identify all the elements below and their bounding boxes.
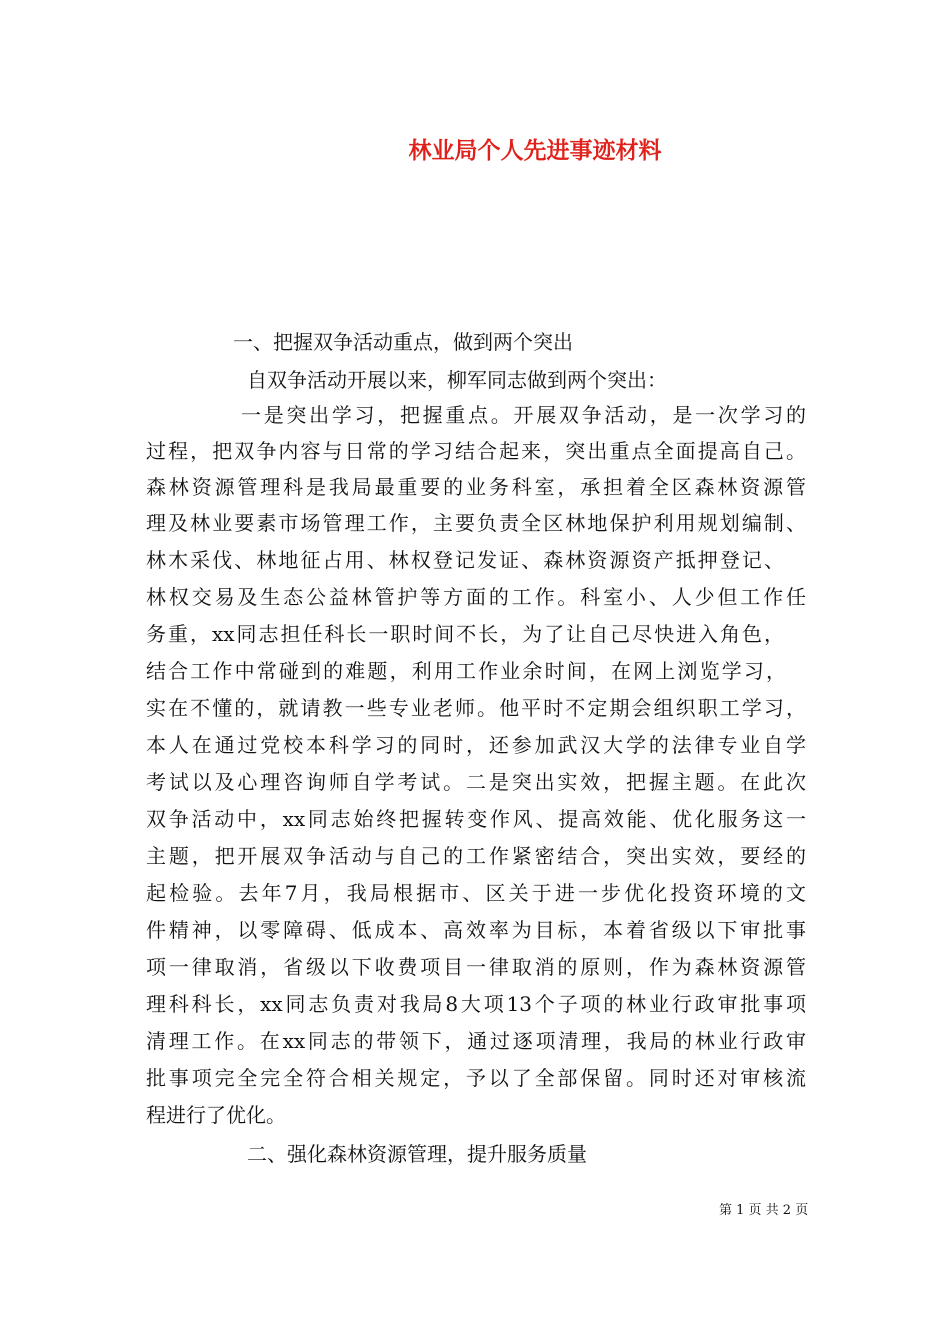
paragraph-line: 双争活动中，xx同志始终把握转变作风、提高效能、优化服务这一 bbox=[146, 807, 806, 831]
paragraph-line: 清理工作。在xx同志的带领下，通过逐项清理，我局的林业行政审 bbox=[146, 1029, 806, 1053]
paragraph-line: 理及林业要素市场管理工作，主要负责全区林地保护利用规划编制、 bbox=[146, 511, 806, 535]
paragraph-line: 考试以及心理咨询师自学考试。二是突出实效，把握主题。在此次 bbox=[146, 770, 806, 794]
paragraph-line: 主题，把开展双争活动与自己的工作紧密结合，突出实效，要经的 bbox=[146, 844, 806, 868]
page-number-footer: 第 1 页 共 2 页 bbox=[719, 1203, 809, 1218]
paragraph-line: 林权交易及生态公益林管护等方面的工作。科室小、人少但工作任 bbox=[146, 585, 806, 609]
paragraph-line: 一是突出学习，把握重点。开展双争活动，是一次学习的 bbox=[241, 403, 806, 427]
paragraph-line: 程进行了优化。 bbox=[146, 1103, 286, 1127]
section-heading-1: 一、把握双争活动重点，做到两个突出 bbox=[233, 330, 573, 354]
paragraph-line: 务重，xx同志担任科长一职时间不长，为了让自己尽快进入角色， bbox=[146, 622, 784, 646]
paragraph-line: 理科科长，xx同志负责对我局8大项13个子项的林业行政审批事项 bbox=[146, 992, 806, 1016]
paragraph-line: 起检验。去年7月，我局根据市、区关于进一步优化投资环境的文 bbox=[146, 881, 806, 905]
paragraph-line: 项一律取消，省级以下收费项目一律取消的原则，作为森林资源管 bbox=[146, 955, 806, 979]
paragraph-line: 森林资源管理科是我局最重要的业务科室，承担着全区森林资源管 bbox=[146, 475, 806, 499]
paragraph-line: 过程，把双争内容与日常的学习结合起来，突出重点全面提高自己。 bbox=[146, 439, 806, 463]
paragraph-line: 实在不懂的，就请教一些专业老师。他平时不定期会组织职工学习， bbox=[146, 696, 806, 720]
paragraph-line: 结合工作中常碰到的难题，利用工作业余时间，在网上浏览学习， bbox=[146, 659, 786, 683]
paragraph-line: 林木采伐、林地征占用、林权登记发证、森林资源资产抵押登记、 bbox=[146, 548, 784, 572]
paragraph-line: 批事项完全完全符合相关规定，予以了全部保留。同时还对审核流 bbox=[146, 1066, 806, 1090]
section-heading-2: 二、强化森林资源管理，提升服务质量 bbox=[247, 1142, 587, 1166]
paragraph-line: 件精神，以零障碍、低成本、高效率为目标，本着省级以下审批事 bbox=[146, 918, 806, 942]
paragraph-line: 自双争活动开展以来，柳军同志做到两个突出： bbox=[247, 368, 667, 392]
document-title: 林业局个人先进事迹材料 bbox=[408, 137, 662, 164]
paragraph-line: 本人在通过党校本科学习的同时，还参加武汉大学的法律专业自学 bbox=[146, 733, 806, 757]
